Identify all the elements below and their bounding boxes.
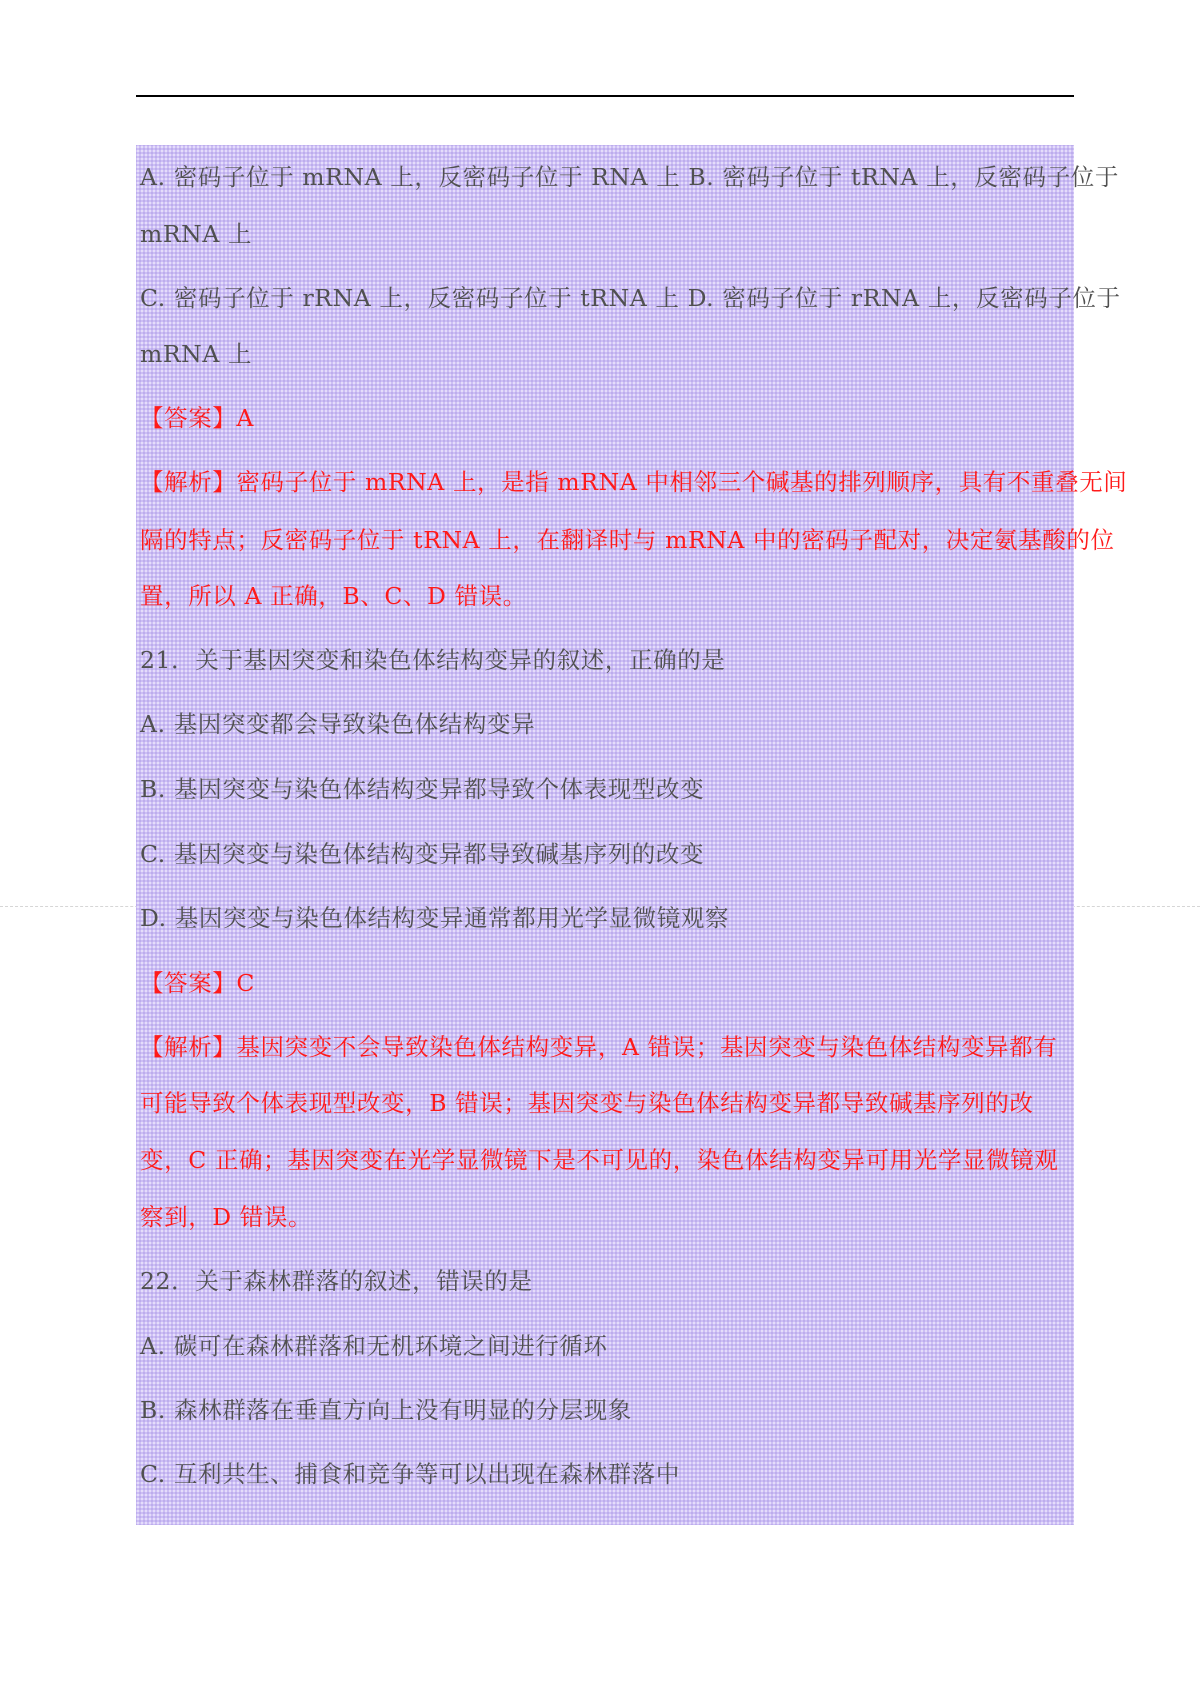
q21-option: C. 基因突变与染色体结构变异都导致碱基序列的改变 xyxy=(140,840,705,868)
q22-option: A. 碳可在森林群落和无机环境之间进行循环 xyxy=(140,1332,608,1360)
q21-analysis-line: 【解析】基因突变不会导致染色体结构变异，A 错误；基因突变与染色体结构变异都有 xyxy=(140,1033,1058,1061)
q21-analysis-line: 变，C 正确；基因突变在光学显微镜下是不可见的，染色体结构变异可用光学显微镜观 xyxy=(140,1146,1059,1174)
q22-option: C. 互利共生、捕食和竞争等可以出现在森林群落中 xyxy=(140,1460,680,1488)
q21-option: B. 基因突变与染色体结构变异都导致个体表现型改变 xyxy=(140,775,705,803)
q20-option-line: mRNA 上 xyxy=(140,220,253,248)
header-rule xyxy=(136,95,1074,97)
q22-option: B. 森林群落在垂直方向上没有明显的分层现象 xyxy=(140,1396,632,1424)
q21-option: D. 基因突变与染色体结构变异通常都用光学显微镜观察 xyxy=(140,904,730,932)
q20-analysis-line: 隔的特点；反密码子位于 tRNA 上，在翻译时与 mRNA 中的密码子配对，决定氨基酸的位 xyxy=(140,526,1115,554)
q21-analysis-line: 可能导致个体表现型改变，B 错误；基因突变与染色体结构变异都导致碱基序列的改 xyxy=(140,1089,1034,1117)
q21-analysis-line: 察到，D 错误。 xyxy=(140,1203,313,1231)
question-content xyxy=(136,145,1128,1525)
q20-option-line: mRNA 上 xyxy=(140,340,253,368)
q20-option-line: A. 密码子位于 mRNA 上，反密码子位于 RNA 上 B. 密码子位于 tRNA 上，反密码子位于 xyxy=(140,163,1119,191)
q21-answer: 【答案】C xyxy=(140,969,255,997)
q20-analysis-line: 置，所以 A 正确，B、C、D 错误。 xyxy=(140,582,527,610)
q20-analysis-line: 【解析】密码子位于 mRNA 上，是指 mRNA 中相邻三个碱基的排列顺序，具有不重叠无间 xyxy=(140,468,1128,496)
q20-answer: 【答案】A xyxy=(140,404,254,432)
q21-option: A. 基因突变都会导致染色体结构变异 xyxy=(140,710,536,738)
q21-stem: 21．关于基因突变和染色体结构变异的叙述，正确的是 xyxy=(140,646,726,674)
q20-option-line: C. 密码子位于 rRNA 上，反密码子位于 tRNA 上 D. 密码子位于 rRNA 上，反密码子位于 xyxy=(140,284,1121,312)
q22-stem: 22．关于森林群落的叙述，错误的是 xyxy=(140,1267,533,1295)
